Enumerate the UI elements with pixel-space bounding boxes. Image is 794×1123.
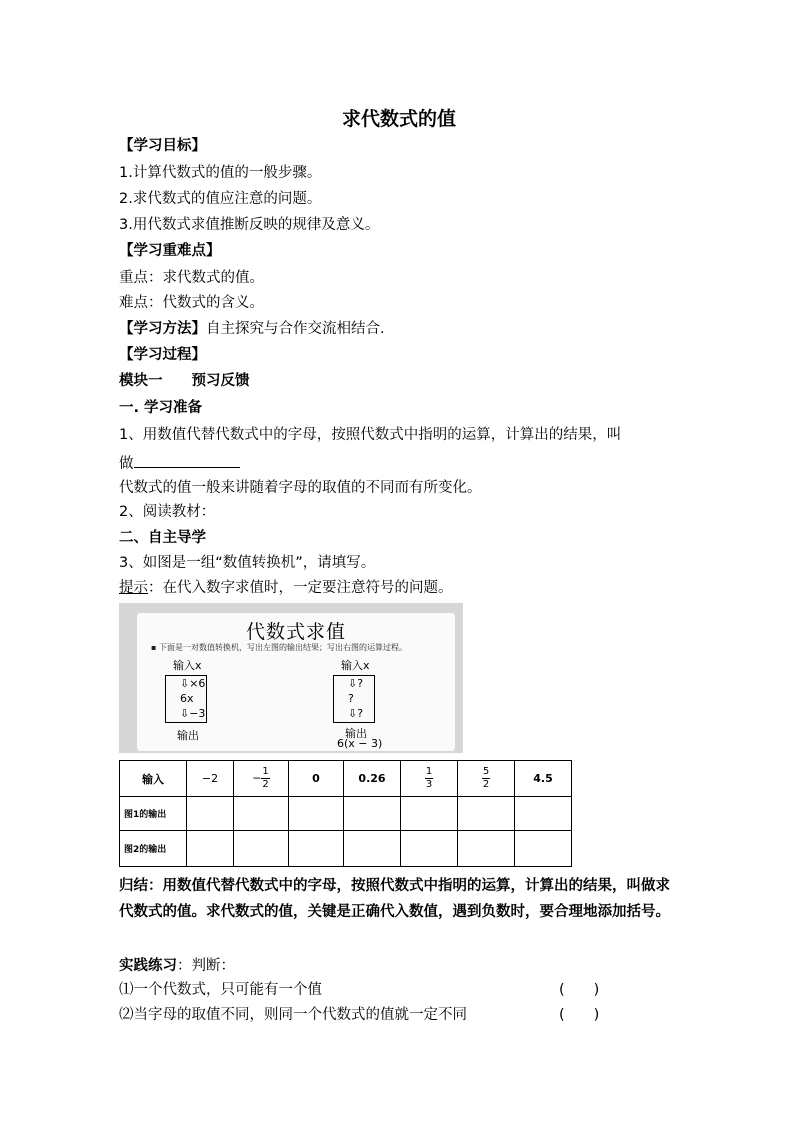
- objective-1: 1.计算代数式的值的一般步骤。: [119, 165, 322, 181]
- question-1-tail: 做: [119, 456, 134, 472]
- left-step-1: ⇩×6: [180, 677, 206, 690]
- method-text: 自主探究与合作交流相结合.: [206, 321, 385, 337]
- table-cell[interactable]: [344, 797, 401, 831]
- right-middle: ?: [348, 692, 354, 705]
- hint-label: 提示: [119, 580, 148, 596]
- right-input-label: 输入x: [341, 659, 370, 672]
- left-output-label: 输出: [177, 729, 199, 742]
- table-cell[interactable]: [187, 831, 234, 867]
- conversion-machine-figure: [119, 603, 463, 753]
- left-input-label: 输入x: [173, 659, 202, 672]
- figure-description: ▪ 下面是一对数值转换机，写出左图的输出结果；写出右图的运算过程。: [151, 643, 407, 652]
- table-cell: 0: [289, 761, 344, 797]
- table-cell[interactable]: [458, 831, 515, 867]
- left-middle: 6x: [180, 692, 194, 705]
- process-heading: 【学习过程】: [119, 347, 206, 363]
- table-cell: [458, 761, 515, 797]
- table-cell: −2: [187, 761, 234, 797]
- objective-3: 3.用代数式求值推断反映的规律及意义。: [119, 217, 380, 233]
- hard-point: 难点：代数式的含义。: [119, 295, 264, 311]
- fraction: [425, 766, 433, 791]
- table-cell: 4.5: [515, 761, 572, 797]
- judge-item-1: ⑴一个代数式，只可能有一个值: [119, 982, 322, 998]
- question-2: 2、阅读教材：: [119, 504, 216, 520]
- table-cell[interactable]: [234, 831, 289, 867]
- table-cell: [234, 761, 289, 797]
- table-row-output-1: [120, 797, 572, 831]
- table-cell[interactable]: [344, 831, 401, 867]
- fraction-numerator: 1: [262, 766, 269, 777]
- figure-panel: [137, 613, 455, 751]
- module-heading: 模块一 预习反馈: [119, 373, 250, 389]
- table-row-output-2: [120, 831, 572, 867]
- question-1: 1、用数值代替代数式中的字母，按照代数式中指明的运算，计算出的结果，叫: [119, 427, 622, 443]
- table-cell: 0.26: [344, 761, 401, 797]
- table-cell[interactable]: [458, 797, 515, 831]
- fraction-denominator: 2: [262, 779, 269, 790]
- table-cell[interactable]: [187, 797, 234, 831]
- fraction-numerator: 5: [482, 766, 490, 777]
- right-machine: [333, 675, 375, 723]
- hint-text: ：在代入数字求值时，一定要注意符号的问题。: [148, 580, 453, 596]
- table-cell[interactable]: [401, 831, 458, 867]
- question-1-cont: [119, 451, 240, 474]
- table-cell[interactable]: [234, 797, 289, 831]
- table-cell[interactable]: [515, 797, 572, 831]
- page-title: 求代数式的值: [341, 108, 456, 130]
- right-step-2: ⇩?: [348, 707, 364, 720]
- key-point: 重点：求代数式的值。: [119, 270, 264, 286]
- difficulty-heading: 【学习重难点】: [119, 243, 221, 259]
- value-note: 代数式的值一般来讲随着字母的取值的不同而有所变化。: [119, 480, 482, 496]
- question-3: 3、如图是一组“数值转换机”，请填写。: [119, 555, 376, 571]
- practice-label: 实践练习: [119, 958, 177, 974]
- answer-blank[interactable]: [134, 451, 240, 468]
- judge-answer-1[interactable]: ( ): [559, 982, 600, 998]
- table-header-input: 输入: [120, 761, 187, 797]
- table-row-label: 图2的输出: [120, 831, 187, 867]
- table-cell[interactable]: [289, 831, 344, 867]
- method-heading: 【学习方法】: [119, 321, 206, 337]
- judge-item-2: ⑵当字母的取值不同，则同一个代数式的值就一定不同: [119, 1007, 467, 1023]
- objective-2: 2.求代数式的值应注意的问题。: [119, 191, 322, 207]
- fraction-denominator: 2: [482, 779, 490, 790]
- hint-line: [119, 578, 453, 598]
- table-cell[interactable]: [401, 797, 458, 831]
- summary-paragraph: 归结：用数值代替代数式中的字母，按照代数式中指明的运算，计算出的结果，叫做求代数式的值。求代数式的值，关键是正确代入数值，遇到负数时，要合理地添加括号。: [119, 878, 670, 920]
- left-machine: [165, 675, 207, 723]
- left-step-2: ⇩−3: [180, 707, 206, 720]
- figure-title: 代数式求值: [245, 621, 346, 643]
- objectives-heading: 【学习目标】: [119, 138, 206, 154]
- right-output-label: 输出: [345, 727, 367, 740]
- practice-line: [119, 956, 235, 976]
- table-row-label: 图1的输出: [120, 797, 187, 831]
- minus-sign: −: [252, 771, 262, 785]
- section-2-heading: 二、自主导学: [119, 530, 206, 546]
- fraction-denominator: 3: [425, 779, 433, 790]
- table-cell: [401, 761, 458, 797]
- fraction: [482, 766, 490, 791]
- table-cell[interactable]: [515, 831, 572, 867]
- right-step-1: ⇩?: [348, 677, 364, 690]
- input-output-table: [119, 760, 572, 867]
- fraction: [261, 766, 269, 791]
- right-output-expression: 6(x − 3): [337, 737, 383, 750]
- table-cell[interactable]: [289, 797, 344, 831]
- section-1-heading: 一. 学习准备: [119, 400, 203, 416]
- judge-answer-2[interactable]: ( ): [559, 1007, 600, 1023]
- method-line: [119, 319, 385, 339]
- practice-text: ：判断：: [177, 958, 235, 974]
- table-row-input: [120, 761, 572, 797]
- fraction-numerator: 1: [425, 766, 433, 777]
